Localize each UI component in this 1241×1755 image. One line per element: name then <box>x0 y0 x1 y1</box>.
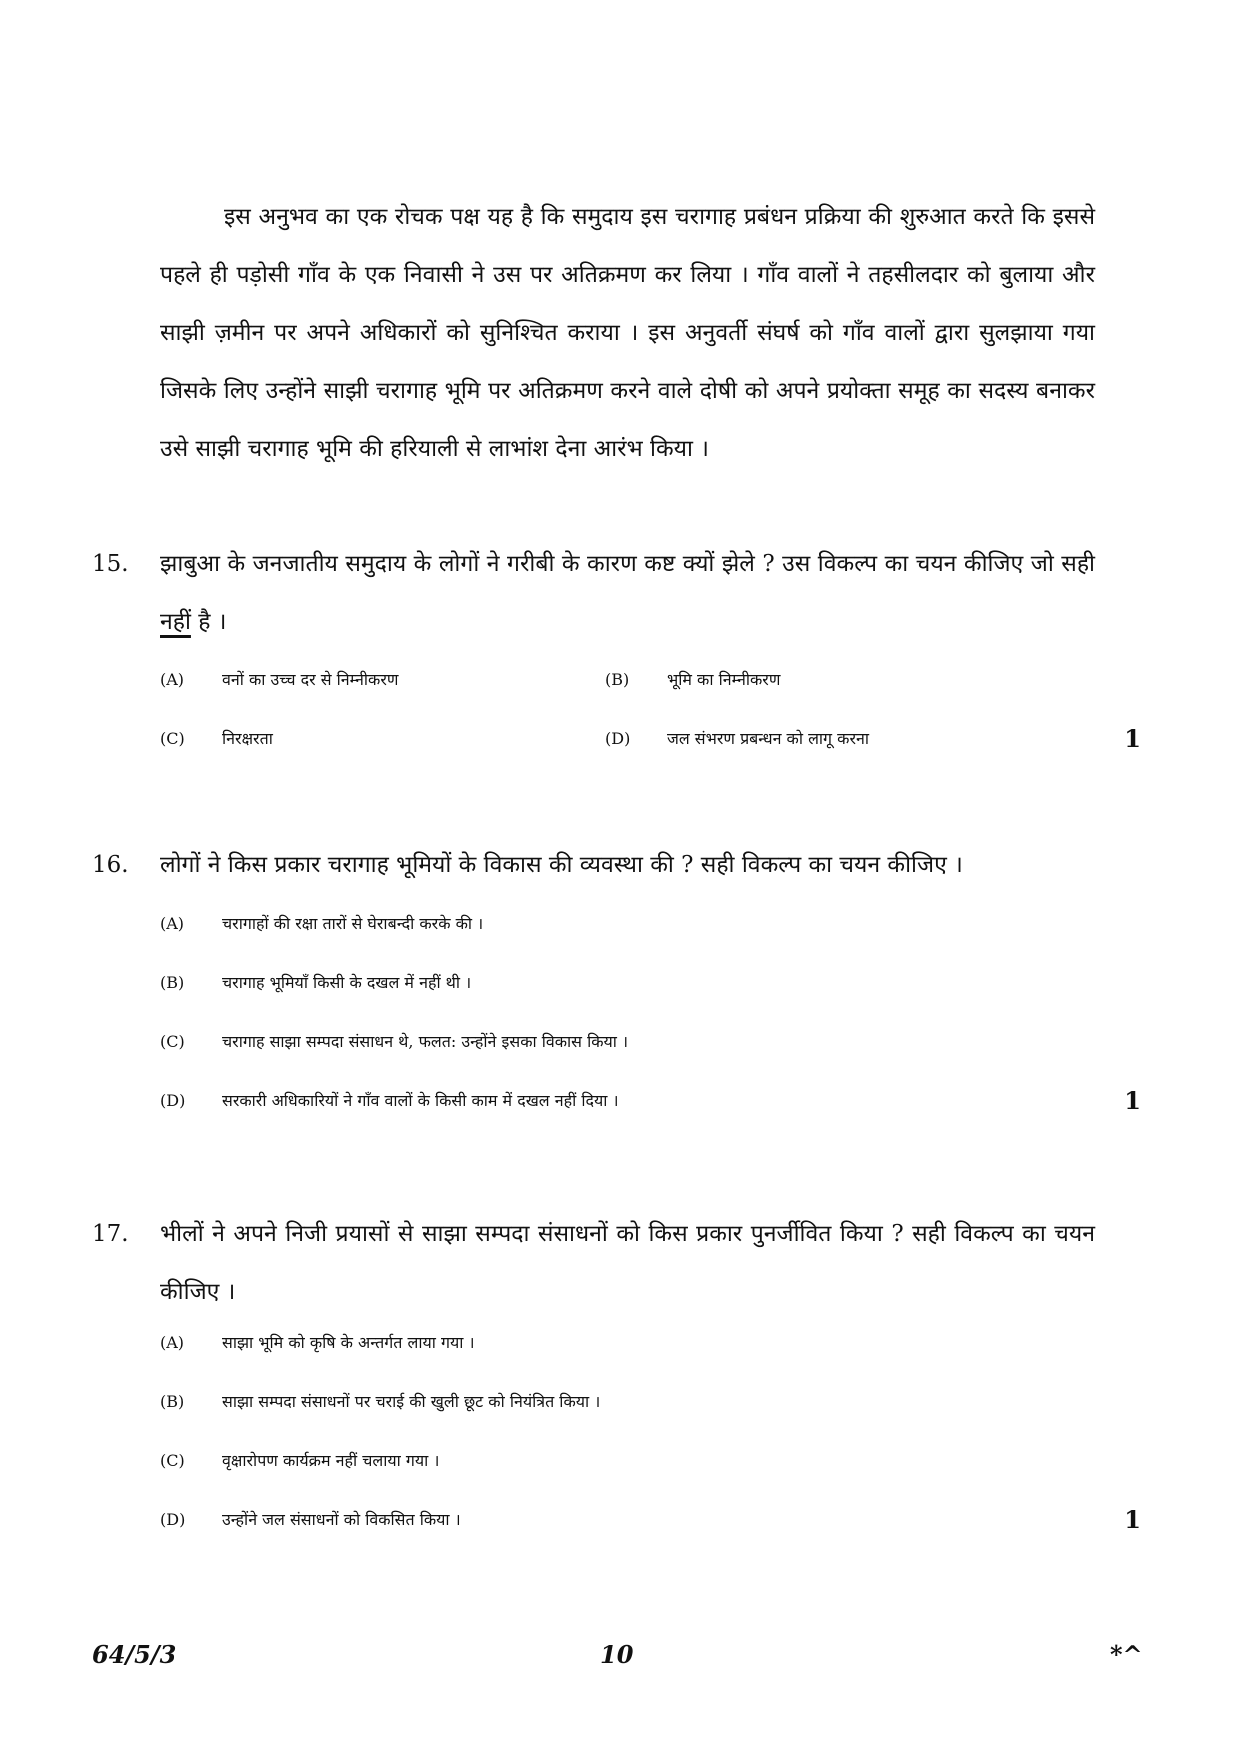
question-number: 15. <box>92 551 129 577</box>
option-text: सरकारी अधिकारियों ने गाँव वालों के किसी काम में दखल नहीं दिया । <box>222 1091 619 1110</box>
question-text: लोगों ने किस प्रकार चरागाह भूमियों के विकास की व्यवस्था की ? सही विकल्प का चयन कीजिए । <box>160 852 963 878</box>
option-text: चरागाहों की रक्षा तारों से घेराबन्दी करके की । <box>222 914 484 933</box>
option-b <box>605 660 780 700</box>
option-label: (D) <box>160 1091 186 1110</box>
marks: 1 <box>1124 724 1141 753</box>
option-label: (A) <box>160 914 185 933</box>
question-16 <box>92 845 1132 885</box>
option-d <box>605 719 869 759</box>
emphasis-underline: नहीं <box>160 609 191 635</box>
option-label: (D) <box>605 729 631 748</box>
question-text: भीलों ने अपने निजी प्रयासों से साझा सम्पदा संसाधनों को किस प्रकार पुनर्जीवित किया ? सही विकल्प का चयन कीजिए । <box>160 1221 1095 1305</box>
question-text-part: है । <box>190 609 227 635</box>
option-d <box>160 1500 461 1540</box>
question-17 <box>92 1205 1132 1321</box>
passage-text: इस अनुभव का एक रोचक पक्ष यह है कि समुदाय इस चरागाह प्रबंधन प्रक्रिया की शुरुआत करते कि इससे पहले ही पड़ोसी गाँव के एक निवासी ने उस पर अतिक्रमण कर लिया । गाँव वालों ने तहसीलदार को बुलाया और साझी ज़मीन पर अपने अधिकारों को सुनिश्चित कराया । इस अनुवर्ती संघर्ष को गाँव वालों द्वारा सुलझाया गया जिसके लिए उन्होंने साझी चरागाह भूमि पर अतिक्रमण करने वाले दोषी को अपने प्रयोक्ता समूह का सदस्य बनाकर उसे साझी चरागाह भूमि की हरियाली से लाभांश देना आरंभ किया । <box>160 204 1095 462</box>
option-b <box>160 963 471 1003</box>
question-number: 17. <box>92 1221 129 1247</box>
option-c <box>160 1441 439 1481</box>
option-b <box>160 1382 600 1422</box>
marks: 1 <box>1124 1086 1141 1115</box>
option-text: वृक्षारोपण कार्यक्रम नहीं चलाया गया । <box>222 1451 440 1470</box>
question-number: 16. <box>92 852 129 878</box>
option-text: भूमि का निम्नीकरण <box>667 670 781 689</box>
option-a <box>160 1323 475 1363</box>
option-d <box>160 1081 619 1121</box>
option-c <box>160 719 273 759</box>
option-a <box>160 660 398 700</box>
option-label: (A) <box>160 670 185 689</box>
option-label: (C) <box>160 1451 185 1470</box>
option-label: (C) <box>160 729 185 748</box>
option-text: चरागाह साझा सम्पदा संसाधन थे, फलत: उन्होंने इसका विकास किया । <box>222 1032 629 1051</box>
option-label: (B) <box>605 670 630 689</box>
option-text: उन्होंने जल संसाधनों को विकसित किया । <box>222 1510 461 1529</box>
option-label: (B) <box>160 1392 185 1411</box>
footer-symbol: *^ <box>1110 1640 1143 1669</box>
question-text <box>160 535 1095 651</box>
option-label: (C) <box>160 1032 185 1051</box>
option-label: (B) <box>160 973 185 992</box>
question-text-part: झाबुआ के जनजातीय समुदाय के लोगों ने गरीबी के कारण कष्ट क्यों झेले ? उस विकल्प का चयन कीजिए जो सही <box>160 551 1095 577</box>
option-text: जल संभरण प्रबन्धन को लागू करना <box>667 729 870 748</box>
marks: 1 <box>1124 1505 1141 1534</box>
option-c <box>160 1022 628 1062</box>
option-label: (D) <box>160 1510 186 1529</box>
page-number: 10 <box>600 1640 634 1669</box>
passage <box>160 188 1095 478</box>
option-a <box>160 904 483 944</box>
option-text: चरागाह भूमियाँ किसी के दखल में नहीं थी । <box>222 973 472 992</box>
option-label: (A) <box>160 1333 185 1352</box>
page-footer <box>0 1640 1241 1680</box>
option-text: वनों का उच्च दर से निम्नीकरण <box>222 670 399 689</box>
option-text: निरक्षरता <box>222 729 273 748</box>
paper-code: 64/5/3 <box>92 1640 177 1669</box>
option-text: साझा सम्पदा संसाधनों पर चराई की खुली छूट को नियंत्रित किया । <box>222 1392 601 1411</box>
question-15 <box>92 535 1132 651</box>
option-text: साझा भूमि को कृषि के अन्तर्गत लाया गया । <box>222 1333 475 1352</box>
